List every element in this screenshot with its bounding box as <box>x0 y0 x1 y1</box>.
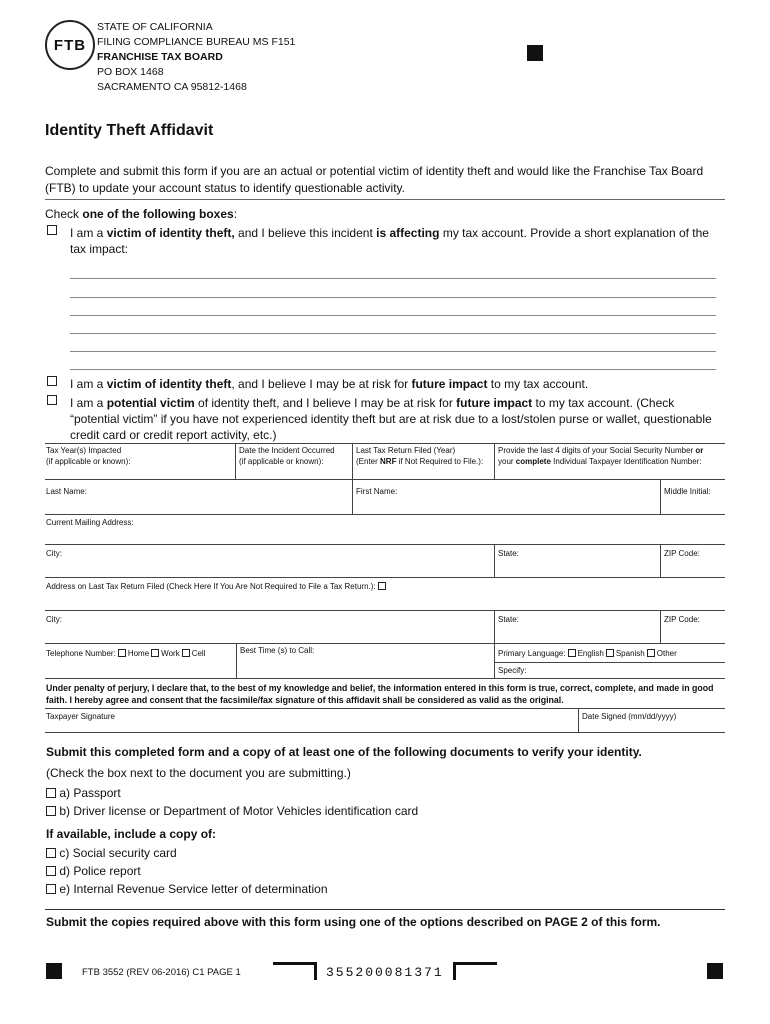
explanation-line[interactable] <box>70 297 716 298</box>
label: Last Name: <box>46 487 87 496</box>
checkbox-driver-license[interactable] <box>46 806 56 816</box>
label: Other <box>656 649 677 658</box>
field-city-2[interactable] <box>46 614 486 641</box>
text: , and I believe I may be at risk for <box>231 377 412 391</box>
bracket-right <box>453 962 497 980</box>
field-middle-initial[interactable] <box>664 486 724 512</box>
label: Specify: <box>498 666 527 675</box>
doc-option-police-report <box>46 862 141 880</box>
label: (if applicable or known): <box>46 457 131 466</box>
label: complete <box>515 457 551 466</box>
label: Work <box>161 649 180 658</box>
label: if Not Required to File.): <box>396 457 484 466</box>
label: Date Signed (mm/dd/yyyy) <box>582 712 677 721</box>
grid-line <box>660 544 661 577</box>
checkbox-home[interactable] <box>118 649 126 657</box>
explanation-line[interactable] <box>70 315 716 316</box>
grid-line <box>494 662 725 663</box>
text: to my tax account. (Check “potential victim” if you have not experienced identity theft but are at risk due to a lost/stolen purse or wallet, questionable credit card or credit report activity, etc.) <box>70 396 712 442</box>
label: City: <box>46 615 62 624</box>
explanation-line[interactable] <box>70 351 716 352</box>
grid-line <box>45 577 725 578</box>
option-potential-victim <box>70 395 725 443</box>
agency-address <box>97 20 295 95</box>
checkbox-other[interactable] <box>647 649 655 657</box>
doc-option-driver-license <box>46 802 418 820</box>
explanation-line[interactable] <box>70 369 716 370</box>
field-incident-date[interactable] <box>239 445 351 478</box>
label: Middle Initial: <box>664 487 711 496</box>
grid-line <box>45 643 725 644</box>
grid-line <box>45 708 725 709</box>
field-last-name[interactable] <box>46 486 346 512</box>
grid-line <box>578 708 579 732</box>
label: First Name: <box>356 487 398 496</box>
label: your <box>498 457 516 466</box>
available-heading: If available, include a copy of: <box>46 827 217 841</box>
label: Spanish <box>615 649 645 658</box>
grid-line <box>494 610 495 643</box>
intro-text: Complete and submit this form if you are an actual or potential victim of identity theft and would like the Franchise Tax Board (FTB) to update your account status to identify questionable activity. <box>45 164 704 195</box>
label: (if applicable or known): <box>239 457 324 466</box>
label: NRF <box>380 457 397 466</box>
label: Address on Last Tax Return Filed (Check Here If You Are Not Required to File a Tax Return.): <box>46 582 376 591</box>
label: ZIP Code: <box>664 549 700 558</box>
text: I am a <box>70 396 107 410</box>
registration-mark <box>707 963 723 979</box>
documents-heading: Submit this completed form and a copy of at least one of the following documents to verify your identity. <box>46 745 642 759</box>
prompt-text: Check <box>45 207 83 221</box>
field-first-name[interactable] <box>356 486 656 512</box>
prompt-text: : <box>233 207 238 221</box>
label: b) Driver license or Department of Motor Vehicles identification card <box>59 804 419 818</box>
label: Tax Year(s) Impacted <box>46 446 122 455</box>
doc-option-irs-letter <box>46 880 328 898</box>
field-last-return[interactable] <box>356 445 493 478</box>
option-affecting <box>70 225 725 257</box>
text: to my tax account. <box>487 377 589 391</box>
documents-note: (Check the box next to the document you are submitting.) <box>46 766 351 780</box>
checkbox-english[interactable] <box>568 649 576 657</box>
checkbox-not-required-to-file[interactable] <box>378 582 386 590</box>
text: potential victim <box>106 396 195 410</box>
text: my tax account. Provide a short explanation of the tax impact: <box>70 226 709 256</box>
field-state-2[interactable] <box>498 614 656 641</box>
grid-line <box>45 732 725 733</box>
text: and I believe this incident <box>234 226 377 240</box>
checkbox-future-impact[interactable] <box>47 376 57 386</box>
label: Current Mailing Address: <box>46 518 134 527</box>
field-zip[interactable] <box>664 548 724 575</box>
field-zip-2[interactable] <box>664 614 724 641</box>
label: Best Time (s) to Call: <box>240 646 315 655</box>
grid-line <box>494 544 495 577</box>
label: d) Police report <box>59 864 141 878</box>
label: Provide the last 4 digits of your Social Security Number <box>498 446 696 455</box>
registration-mark <box>46 963 62 979</box>
registration-mark <box>527 45 543 61</box>
grid-line <box>45 544 725 545</box>
doc-option-ssn-card <box>46 844 177 862</box>
label: or <box>695 446 704 455</box>
label: Home <box>127 649 150 658</box>
label: Last Tax Return Filed (Year) <box>356 446 456 455</box>
grid-line <box>494 443 495 479</box>
page-title: Identity Theft Affidavit <box>45 122 214 139</box>
address-line: PO BOX 1468 <box>97 66 164 78</box>
divider <box>45 909 725 910</box>
grid-line <box>660 479 661 514</box>
doc-option-passport <box>46 784 121 802</box>
field-telephone[interactable] <box>46 648 236 659</box>
field-address-last-return[interactable] <box>46 581 716 608</box>
field-tax-year[interactable] <box>46 445 231 478</box>
address-line: FILING COMPLIANCE BUREAU MS F151 <box>97 36 296 48</box>
field-primary-language[interactable] <box>498 648 724 659</box>
field-best-time[interactable] <box>240 645 490 676</box>
perjury-statement: Under penalty of perjury, I declare that, to the best of my knowledge and belief, the information entered in this form is true, correct, complete, and made in good faith. I hereby agree and consent that the facsimile/fax signature of this affidavit shall be considered as valid as the original. <box>46 683 714 705</box>
address-line: FRANCHISE TAX BOARD <box>97 51 223 63</box>
taxpayer-signature-field[interactable] <box>46 711 576 731</box>
divider <box>45 199 725 200</box>
barcode-number: 355200081371 <box>326 965 444 980</box>
field-mailing-address[interactable] <box>46 517 716 542</box>
explanation-line[interactable] <box>70 278 716 279</box>
address-line: SACRAMENTO CA 95812-1468 <box>97 81 247 93</box>
grid-line <box>236 643 237 678</box>
form-id: FTB 3552 (REV 06-2016) C1 PAGE 1 <box>82 967 241 978</box>
text: I am a <box>70 377 107 391</box>
grid-line <box>660 610 661 643</box>
label: Taxpayer Signature <box>46 712 115 721</box>
checkbox-spanish[interactable] <box>606 649 614 657</box>
grid-line <box>45 443 725 444</box>
label: State: <box>498 549 519 558</box>
grid-line <box>45 610 725 611</box>
checkbox-work[interactable] <box>151 649 159 657</box>
checkbox-affecting[interactable] <box>47 225 57 235</box>
label: Telephone Number: <box>46 649 116 658</box>
label: State: <box>498 615 519 624</box>
option-future-impact <box>70 376 725 392</box>
checkbox-potential-victim[interactable] <box>47 395 57 405</box>
text: victim of identity theft, <box>106 226 235 240</box>
text: I am a <box>70 226 107 240</box>
field-state[interactable] <box>498 548 656 575</box>
text: future impact <box>456 396 533 410</box>
address-line: STATE OF CALIFORNIA <box>97 21 213 33</box>
grid-line <box>494 643 495 678</box>
label: ZIP Code: <box>664 615 700 624</box>
checkbox-passport[interactable] <box>46 788 56 798</box>
text: victim of identity theft <box>106 377 232 391</box>
text: future impact <box>411 377 488 391</box>
label: c) Social security card <box>59 846 177 860</box>
check-prompt <box>45 206 237 222</box>
field-city[interactable] <box>46 548 486 575</box>
label: Date the Incident Occurred <box>239 446 335 455</box>
logo-text: FTB <box>53 36 87 54</box>
label: Primary Language: <box>498 649 566 658</box>
checkbox-police-report[interactable] <box>46 866 56 876</box>
label: a) Passport <box>59 786 121 800</box>
label: Cell <box>191 649 206 658</box>
checkbox-ssn-card[interactable] <box>46 848 56 858</box>
label: Individual Taxpayer Identification Number: <box>550 457 702 466</box>
date-signed-field[interactable] <box>582 711 722 731</box>
ftb-logo <box>45 20 95 70</box>
explanation-line[interactable] <box>70 333 716 334</box>
submit-note: Submit the copies required above with this form using one of the options described on PAGE 2 of this form. <box>46 915 661 929</box>
text: of identity theft, and I believe I may be at risk for <box>194 396 457 410</box>
prompt-emphasis: one of the following boxes <box>82 207 234 221</box>
grid-line <box>45 678 725 679</box>
field-ssn-itin[interactable] <box>498 445 726 478</box>
text: is affecting <box>376 226 440 240</box>
label: e) Internal Revenue Service letter of determination <box>59 882 328 896</box>
label: (Enter <box>356 457 381 466</box>
bracket-left <box>273 962 317 980</box>
checkbox-cell[interactable] <box>182 649 190 657</box>
label: English <box>577 649 604 658</box>
field-specify[interactable] <box>498 665 724 676</box>
grid-line <box>45 514 725 515</box>
checkbox-irs-letter[interactable] <box>46 884 56 894</box>
label: City: <box>46 549 62 558</box>
grid-line <box>235 443 236 479</box>
grid-line <box>45 479 725 480</box>
